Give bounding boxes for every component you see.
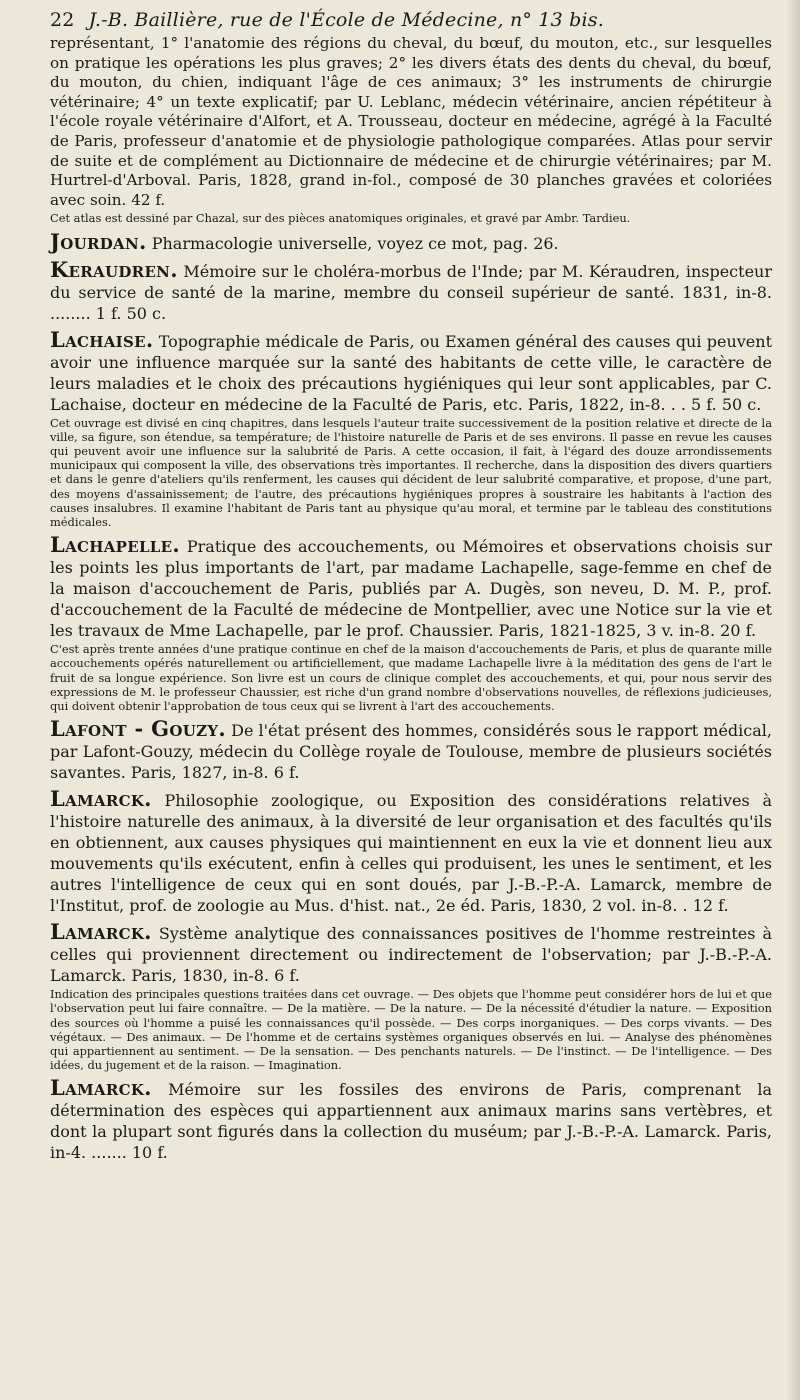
entry-headword: Lamarck. — [50, 919, 152, 945]
entry-body: Topographie médicale de Paris, ou Examen général des causes qui peuvent avoir une influence marquée sur la santé des habitants de cette ville, le caractère de leurs maladies et le choix des précautions hygiéniques qui leur sont applicables, par C. Lachaise, docteur en médecine de la Faculté de Paris, etc. Paris, 1822, in-8. . . 5 f. 50 c. — [50, 331, 772, 414]
entry-body: Philosophie zoologique, ou Exposition des considérations relatives à l'histoire naturelle des animaux, à la diversité de leur organisation et des facultés qu'ils en obtiennent, aux causes physiques qui maintiennent en eux la vie et donnent lieu aux mouvements qu'ils exécutent, enfin à celles qui produisent, les unes le sentiment, et les autres l'intelligence de ceux qui en sont doués, par J.-B.-P.-A. Lamarck, membre de l'Institut, prof. de zoologie au Mus. d'hist. nat., 2e éd. Paris, 1830, 2 vol. in-8. . 12 f. — [50, 791, 772, 916]
entry-text — [50, 788, 772, 916]
entry-note: Cet atlas est dessiné par Chazal, sur des pièces anatomiques originales, et gravé par Ambr. Tardieu. — [50, 211, 631, 226]
page-number: 22 — [50, 9, 75, 31]
entry-text — [50, 326, 772, 415]
entry-note: Cet ouvrage est divisé en cinq chapitres, dans lesquels l'auteur traite successivement de la position relative et directe de la ville, sa figure, son étendue, sa température; de l'histoire naturelle de Paris et de ses environs. Il passe en revue les causes qui peuvent avoir une influence sur la salubrité de Paris. A cette occasion, il fait, à l'égard des douze arrondissements municipaux qui composent la ville, des observations très importantes. Il recherche, dans la disposition des divers quartiers et dans le genre d'ateliers qu'ils renferment, les causes qui décident de leur salubrité comparative, et propose, d'une part, des moyens d'assainissement; de l'autre, des précautions hygiéniques propres à soustraire les habitants à l'action des causes insalubres. Il examine l'habitant de Paris tant au physique qu'au moral, et termine par le tableau des constitutions médicales. — [50, 415, 772, 529]
entry-body: De l'état présent des hommes, considérés sous le rapport médical, par Lafont-Gouzy, médecin du Collège royale de Toulouse, membre de plusieurs sociétés savantes. Paris, 1827, in-8. 6 f. — [50, 721, 772, 783]
entry-note: Indication des principales questions traitées dans cet ouvrage. — Des objets que l'homme peut considérer hors de lui et que l'observation peut lui faire connaître. — De la matière. — De la nature. — De la nécessité d'étudier la nature. — Exposition des sources où l'homme a puisé les connaissances qu'il possède. — Des corps inorganiques. — Des corps vivants. — Des végétaux. — Des animaux. — De l'homme et de certains systèmes organiques observés en lui. — Analyse des phénomènes qui appartiennent au sentiment. — De la sensation. — Des penchants naturels. — De l'instinct. — De l'intelligence. — Des idées, du jugement et de la raison. — Imagination. — [50, 987, 772, 1073]
entry-text — [50, 534, 772, 641]
entry-text — [50, 718, 772, 783]
entry-text — [50, 256, 772, 324]
catalogue-entry-lachaise — [50, 326, 772, 530]
catalogue-entry-veterinaire — [50, 34, 772, 226]
catalogue-entry-lachapelle — [50, 534, 772, 713]
entry-headword: Jourdan. — [50, 228, 147, 254]
catalogue-entry-lamarck-systeme — [50, 921, 772, 1072]
entry-text — [50, 228, 772, 254]
entry-headword: Lafont - Gouzy. — [50, 716, 226, 742]
catalogue-entry-jourdan — [50, 228, 772, 254]
entry-body: Pratique des accouchements, ou Mémoires et observations choisis sur les points les plus importants de l'art, par madame Lachapelle, sage-femme en chef de la maison d'accouchement de Paris, publiés par A. Dugès, son neveu, D. M. P., prof. d'accouchement de la Faculté de médecine de Montpellier, avec une Notice sur la vie et les travaux de Mme Lachapelle, par le prof. Chaussier. Paris, 1821-1825, 3 v. in-8. 20 f. — [50, 537, 773, 641]
entry-body: Système analytique des connaissances positives de l'homme restreintes à celles qui proviennent directement ou indirectement de l'observation; par J.-B.-P.-A. Lamarck. Paris, 1830, in-8. 6 f. — [50, 924, 772, 986]
page-edge-shadow — [786, 0, 800, 1400]
entry-headword: Keraudren. — [50, 256, 178, 282]
entry-body: Pharmacologie universelle, voyez ce mot, pag. 26. — [151, 233, 559, 253]
entry-text — [50, 921, 772, 986]
entry-headword: Lachapelle. — [50, 532, 181, 558]
entry-text — [50, 34, 772, 210]
publisher-line: J.-B. Baillière, rue de l'École de Médecine, n° 13 bis. — [88, 9, 604, 31]
entry-headword: Lachaise. — [50, 326, 154, 352]
catalogue-entry-lafont-gouzy — [50, 718, 772, 783]
entry-headword: Lamarck. — [50, 786, 152, 812]
entry-body: Mémoire sur le choléra-morbus de l'Inde; par M. Kéraudren, inspecteur du service de santé de la marine, membre du conseil supérieur de santé. 1831, in-8. ........ 1 f. 50 c. — [50, 261, 772, 323]
catalogue-entry-lamarck-memoire — [50, 1077, 772, 1163]
entry-headword: Lamarck. — [50, 1075, 152, 1101]
entry-body: Mémoire sur les fossiles des environs de Paris, comprenant la détermination des espèces qui appartiennent aux animaux marins sans vertèbres, et dont la plupart sont figurés dans la collection du muséum; par J.-B.-P.-A. Lamarck. Paris, in-4. ....... 10 f. — [50, 1080, 772, 1163]
running-head — [50, 8, 772, 32]
entry-note: C'est après trente années d'une pratique continue en chef de la maison d'accouchements de Paris, et plus de quarante mille accouchements opérés naturellement ou artificiellement, que madame Lachapelle livre à la méditation des gens de l'art le fruit de sa longue expérience. Son livre est un cours de clinique complet des accouchements, et qui, pour nous servir des expressions de M. le professeur Chaussier, est riche d'un grand nombre d'observations nouvelles, de réflexions judicieuses, qui doivent obtenir l'approbation de tous ceux qui se livrent à l'art des accouchements. — [50, 642, 772, 713]
entry-text — [50, 1077, 772, 1163]
catalogue-entry-keraudren — [50, 256, 772, 324]
catalogue-entry-lamarck-philosophie — [50, 788, 772, 916]
entry-body: représentant, 1° l'anatomie des régions du cheval, du bœuf, du mouton, etc., sur lesquelles on pratique les opérations les plus graves; 2° les divers états des dents du cheval, du bœuf, du mouton, du chien, indiquant l'âge de ces animaux; 3° les instruments de chirurgie vétérinaire; 4° un texte explicatif; par U. Leblanc, médecin vétérinaire, ancien répétiteur à l'école royale vétérinaire d'Alfort, et A. Trousseau, docteur en médecine, agrégé à la Faculté de Paris, professeur d'anatomie et de physiologie pathologique comparées. Atlas pour servir de suite et de complément au Dictionnaire de médecine et de chirurgie vétérinaires; par M. Hurtrel-d'Arboval. Paris, 1828, grand in-fol., composé de 30 planches gravées et coloriées avec soin. 42 f. — [50, 34, 772, 209]
